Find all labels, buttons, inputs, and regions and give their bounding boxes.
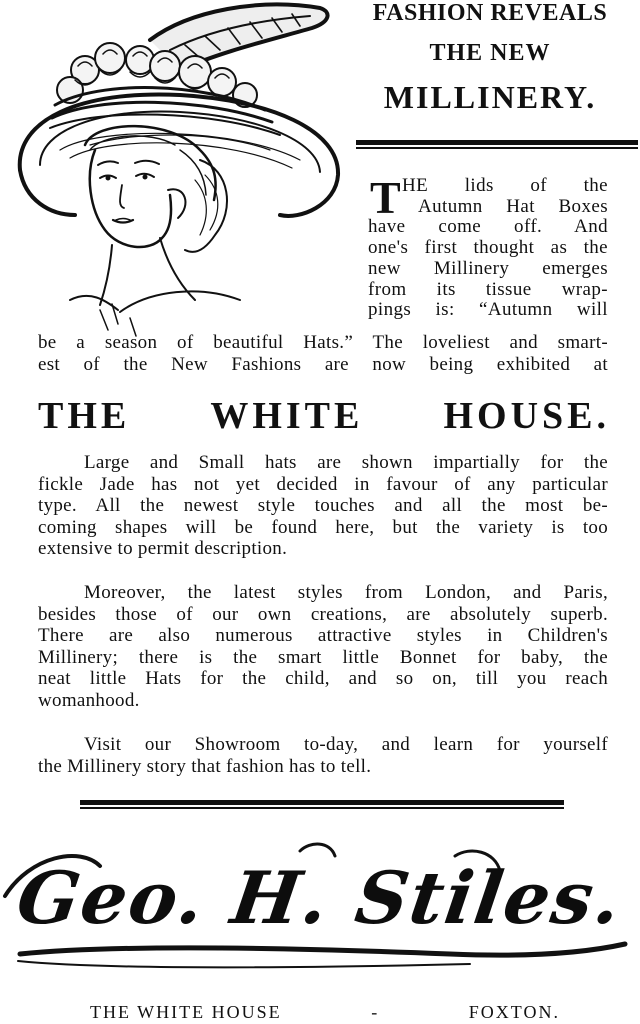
paragraph-line: neat little Hats for the child, and so on, till you reach [38,668,608,690]
paragraph-line: Millinery; there is the smart little Bonnet for baby, the [38,646,608,668]
intro-continued [38,332,608,375]
paragraph-line: besides those of our own creations, are absolutely superb. [38,603,608,625]
paragraph-line: There are also numerous attractive styles in Children's [38,625,608,647]
paragraph-line: womanhood. [38,689,140,711]
intro-continued-line: be a season of beautiful Hats.” The loveliest and smart- [38,332,608,353]
drop-cap: T [370,172,402,223]
woman-in-hat-illustration [0,0,350,340]
headline-rule-top [356,140,638,145]
intro-line: from its tissue wrap- [368,278,608,300]
store-title-word: WHITE [210,395,364,437]
footer-store-name: THE WHITE HOUSE [90,1002,282,1022]
store-title-word: HOUSE. [443,395,610,437]
intro-line: pings is: “Autumn will [368,299,608,321]
footer-separator: - [371,1002,380,1022]
intro-line: one's first thought as the [368,237,608,259]
paragraph-3 [38,582,608,712]
signature-rule-top [80,800,564,805]
intro-line: have come off. And [368,216,608,238]
headline-line-2: THE NEW [429,40,551,66]
intro-line: HE lids of the [402,175,608,196]
paragraph-line: the Millinery story that fashion has to tell. [38,755,372,777]
headline-block [340,0,640,114]
headline-line-1: FASHION REVEALS [372,0,608,26]
footer-town: FOXTON. [468,1002,560,1022]
paragraph-2 [38,452,608,560]
paragraph-line: type. All the newest style touches and all the most be- [38,495,608,517]
signature-rule-bottom [80,807,564,809]
paragraph-line: fickle Jade has not yet decided in favour of any particular [38,473,608,495]
paragraph-line: Large and Small hats are shown impartially for the [84,452,608,473]
store-title-word: THE [38,395,131,437]
paragraph-line: coming shapes will be found here, but the variety is too [38,516,608,538]
store-title [38,394,610,438]
paragraph-line: extensive to permit description. [38,538,288,560]
paragraph-line: Moreover, the latest styles from London, and Paris, [84,582,608,603]
footer [90,1002,560,1023]
paragraph-4 [38,734,608,777]
paragraph-line: Visit our Showroom to-day, and learn for yourself [84,734,608,755]
headline-rule-bottom [356,147,638,149]
headline-line-3: MILLINERY. [383,79,597,115]
intro-continued-line: est of the New Fashions are now being exhibited at [38,353,608,375]
intro-line: new Millinery emerges [368,257,608,279]
intro-paragraph [368,172,608,321]
intro-line: Autumn Hat Boxes [418,195,608,217]
signature: Geo. H. Stiles. [12,855,628,940]
